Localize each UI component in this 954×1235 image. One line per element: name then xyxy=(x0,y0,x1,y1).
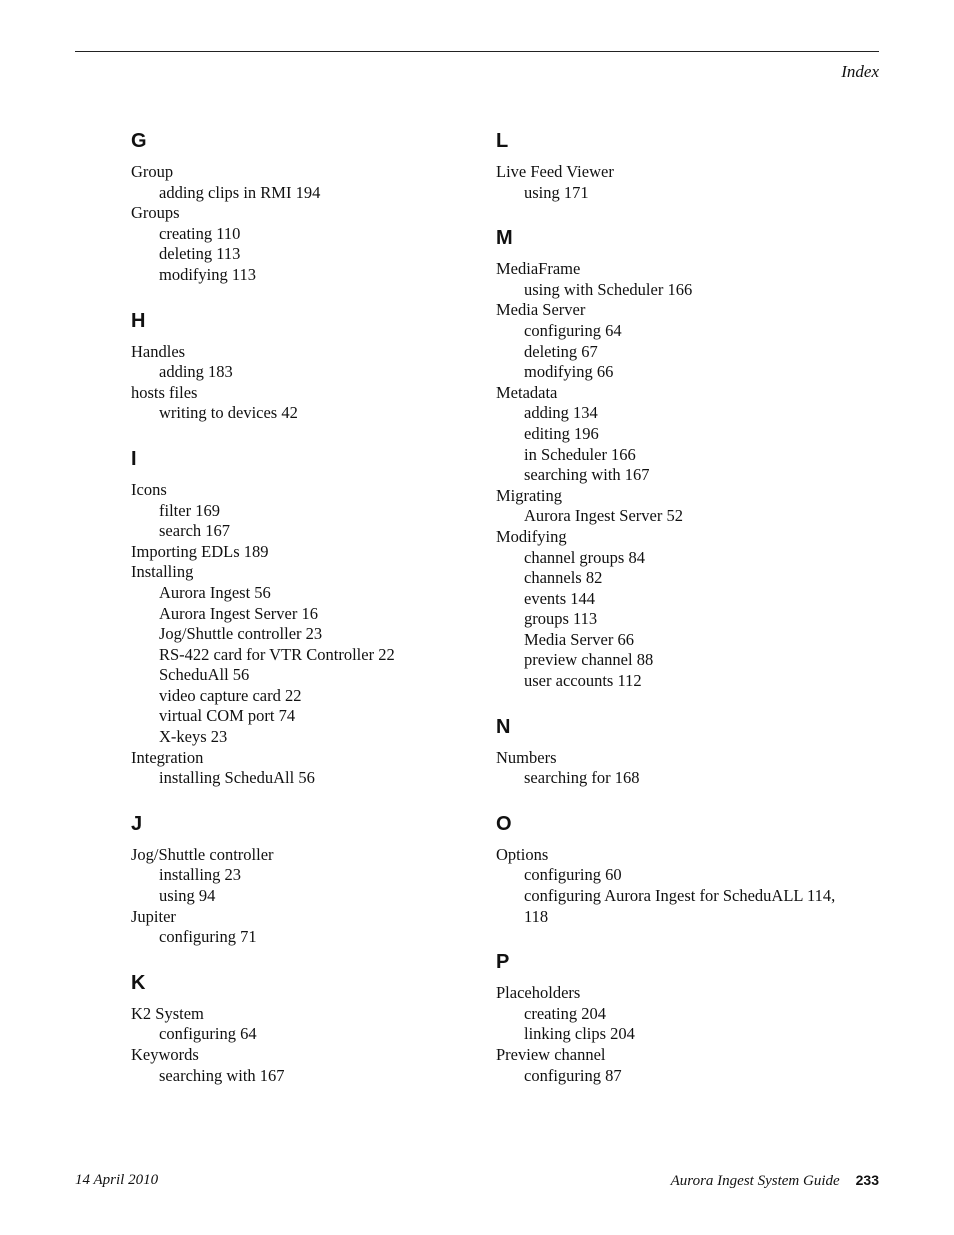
index-subentry: channel groups 84 xyxy=(524,547,645,567)
index-entry: Groups xyxy=(131,203,180,223)
index-entry: Importing EDLs 189 xyxy=(131,541,269,561)
page-number: 233 xyxy=(855,1172,879,1188)
index-subentry: video capture card 22 xyxy=(159,685,302,705)
index-subentry: search 167 xyxy=(159,521,231,541)
section-letter: M xyxy=(496,227,513,250)
index-subentry: modifying 66 xyxy=(524,362,614,382)
index-entry: Group xyxy=(131,162,174,181)
index-entry: Live Feed Viewer xyxy=(496,162,614,181)
index-subentry: virtual COM port 74 xyxy=(159,706,296,726)
index-entry: Migrating xyxy=(496,485,562,505)
index-subentry: writing to devices 42 xyxy=(159,403,298,423)
index-subentry: RS-422 card for VTR Controller 22 xyxy=(159,644,395,664)
index-subentry: configuring 64 xyxy=(159,1024,257,1044)
index-section-p xyxy=(496,948,856,1086)
index-entry: Jupiter xyxy=(131,906,176,926)
index-subentry: creating 110 xyxy=(159,223,241,243)
index-section-h xyxy=(131,307,501,424)
index-entry: Metadata xyxy=(496,382,558,402)
index-subentry: searching with 167 xyxy=(524,465,650,485)
index-subentry: linking clips 204 xyxy=(524,1024,635,1044)
index-subentry: Media Server 66 xyxy=(524,629,634,649)
index-entry: MediaFrame xyxy=(496,259,581,279)
index-entry: Installing xyxy=(131,562,194,582)
index-subentry: filter 169 xyxy=(159,500,220,520)
index-subentry: installing ScheduAll 56 xyxy=(159,768,315,788)
index-entry: Placeholders xyxy=(496,983,581,1003)
section-letter: H xyxy=(131,309,146,332)
index-subentry: creating 204 xyxy=(524,1003,607,1023)
section-letter: P xyxy=(496,951,510,974)
index-entry: Integration xyxy=(131,747,204,767)
index-subentry: editing 196 xyxy=(524,423,599,443)
index-subentry: installing 23 xyxy=(159,865,242,885)
index-entry: hosts files xyxy=(131,382,198,402)
index-column-right xyxy=(496,127,856,1107)
index-subentry: adding 134 xyxy=(524,403,598,423)
index-section-n xyxy=(496,713,856,789)
index-section-i xyxy=(131,445,501,789)
index-entry: Options xyxy=(496,844,549,864)
index-subentry: deleting 113 xyxy=(159,244,241,264)
footer-right xyxy=(671,1172,879,1190)
index-entry: Numbers xyxy=(496,747,557,767)
index-entry: Keywords xyxy=(131,1045,199,1064)
index-subentry: using 171 xyxy=(524,182,589,202)
index-subentry: Aurora Ingest Server 52 xyxy=(524,506,683,526)
index-subentry: configuring Aurora Ingest for ScheduALL 114, xyxy=(524,886,836,906)
index-section-o xyxy=(496,810,856,927)
header-rule xyxy=(75,51,879,52)
index-subentry: X-keys 23 xyxy=(159,727,228,747)
index-subentry: configuring 87 xyxy=(524,1065,622,1085)
index-column-left xyxy=(131,127,501,1107)
index-subentry: events 144 xyxy=(524,588,596,608)
index-entry: Media Server xyxy=(496,300,586,320)
index-subentry: modifying 113 xyxy=(159,264,257,284)
footer-doc-title: Aurora Ingest System Guide xyxy=(670,1173,840,1189)
index-section-l xyxy=(496,127,856,203)
index-section-m xyxy=(496,224,856,691)
index-subentry: configuring 64 xyxy=(524,320,622,340)
index-subentry: deleting 67 xyxy=(524,341,598,361)
index-entry: Icons xyxy=(131,479,167,499)
index-subentry: in Scheduler 166 xyxy=(524,444,636,464)
index-subentry: adding clips in RMI 194 xyxy=(159,182,321,202)
section-letter: L xyxy=(496,130,509,152)
index-subentry: using 94 xyxy=(159,886,216,906)
index-subentry: 118 xyxy=(524,906,549,926)
index-subentry: groups 113 xyxy=(524,609,598,629)
index-entry: Modifying xyxy=(496,526,567,546)
section-letter: O xyxy=(496,812,512,835)
section-letter: G xyxy=(131,130,147,152)
index-entry: Preview channel xyxy=(496,1045,606,1064)
section-letter: J xyxy=(131,812,143,835)
section-letter: I xyxy=(131,447,137,470)
index-section-g xyxy=(131,127,501,286)
index-subentry: preview channel 88 xyxy=(524,650,654,670)
index-subentry: adding 183 xyxy=(159,362,233,382)
index-subentry: Jog/Shuttle controller 23 xyxy=(159,624,323,644)
index-subentry: configuring 60 xyxy=(524,865,622,885)
index-section-j xyxy=(131,810,501,948)
index-entry: K2 System xyxy=(131,1003,204,1023)
index-subentry: configuring 71 xyxy=(159,927,257,947)
section-letter: N xyxy=(496,715,511,738)
running-head: Index xyxy=(841,62,879,81)
index-subentry: searching with 167 xyxy=(159,1065,285,1085)
index-subentry: Aurora Ingest Server 16 xyxy=(159,603,318,623)
index-section-k xyxy=(131,969,501,1086)
index-subentry: searching for 168 xyxy=(524,768,640,788)
index-entry: Handles xyxy=(131,341,186,361)
index-subentry: user accounts 112 xyxy=(524,671,642,691)
index-subentry: Aurora Ingest 56 xyxy=(159,582,271,602)
index-subentry: ScheduAll 56 xyxy=(159,665,250,685)
section-letter: K xyxy=(131,971,146,994)
index-subentry: channels 82 xyxy=(524,568,603,588)
index-subentry: using with Scheduler 166 xyxy=(524,279,693,299)
index-entry: Jog/Shuttle controller xyxy=(131,844,274,864)
footer-date: 14 April 2010 xyxy=(75,1172,159,1188)
